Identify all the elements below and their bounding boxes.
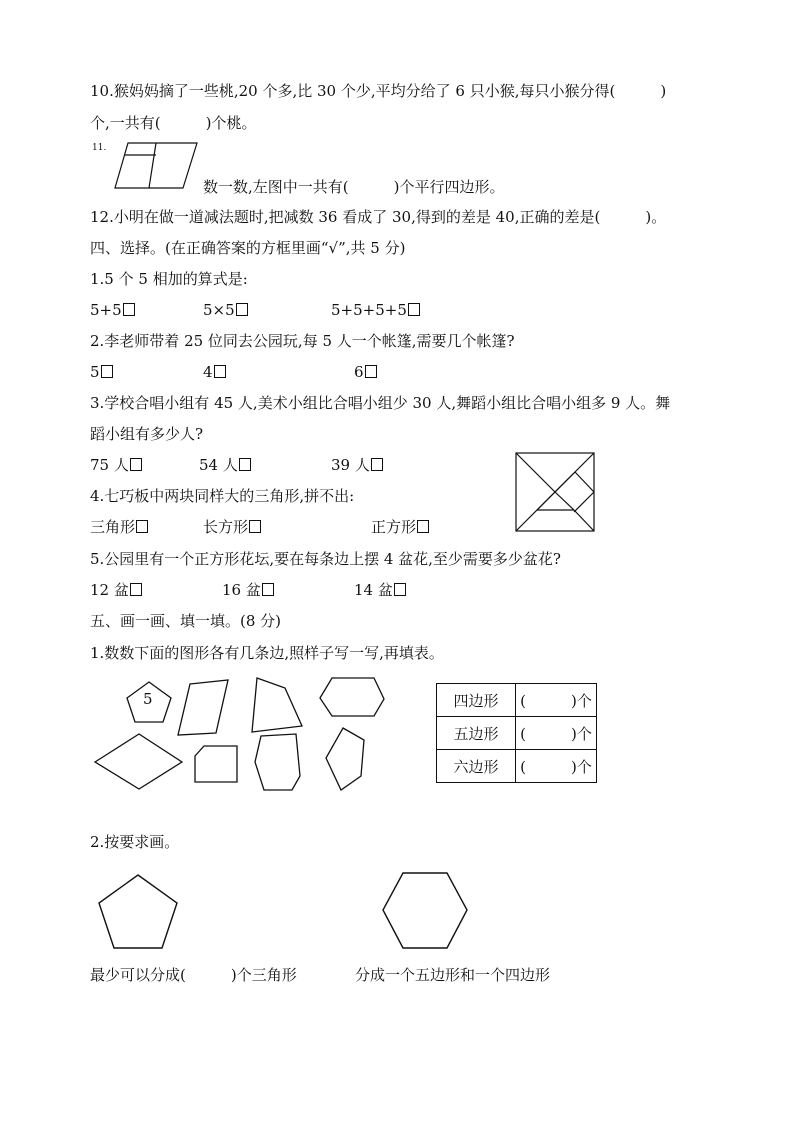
table-cell-name: 四边形 bbox=[437, 684, 516, 717]
checkbox[interactable] bbox=[136, 520, 148, 533]
irregular-pentagon-shape bbox=[326, 728, 364, 790]
parallelogram-shape bbox=[178, 680, 228, 735]
irregular-hexagon-shape bbox=[255, 734, 300, 790]
q10-line2: 个,一共有( )个桃。 bbox=[90, 114, 257, 132]
s4-q4-option-c[interactable]: 正方形 bbox=[371, 517, 429, 537]
s4-q3-option-c[interactable]: 39 人 bbox=[331, 455, 383, 475]
pentagon-shape bbox=[195, 746, 237, 782]
table-cell-name: 六边形 bbox=[437, 750, 516, 783]
checkbox[interactable] bbox=[130, 583, 142, 596]
table-row bbox=[437, 750, 597, 783]
hexagon-shape bbox=[320, 678, 384, 716]
sample-number: 5 bbox=[143, 690, 153, 708]
table-row bbox=[437, 717, 597, 750]
checkbox[interactable] bbox=[371, 458, 383, 471]
s4-q2-option-c[interactable]: 6 bbox=[354, 362, 377, 382]
s4-q1-option-b[interactable]: 5×5 bbox=[203, 300, 248, 320]
s4-q2-option-b[interactable]: 4 bbox=[203, 362, 226, 382]
s4-q3-option-b[interactable]: 54 人 bbox=[199, 455, 251, 475]
hexagon-drawing[interactable] bbox=[381, 871, 469, 951]
tangram-figure bbox=[515, 452, 595, 532]
checkbox[interactable] bbox=[249, 520, 261, 533]
quadrilateral-shape bbox=[252, 678, 302, 732]
caption-left: 最少可以分成( )个三角形 bbox=[90, 966, 297, 984]
section4-title: 四、选择。(在正确答案的方框里画“√”,共 5 分) bbox=[90, 239, 406, 257]
s4-q1-option-c[interactable]: 5+5+5+5 bbox=[331, 300, 420, 320]
s4-q4-option-b[interactable]: 长方形 bbox=[203, 517, 261, 537]
q11-number: 11. bbox=[92, 143, 107, 153]
s5-q1-text: 1.数数下面的图形各有几条边,照样子写一写,再填表。 bbox=[90, 644, 444, 662]
s4-q4-text: 4.七巧板中两块同样大的三角形,拼不出: bbox=[90, 487, 355, 505]
table-cell-blank[interactable]: ( )个 bbox=[516, 750, 597, 783]
checkbox[interactable] bbox=[262, 583, 274, 596]
s4-q2-option-a[interactable]: 5 bbox=[90, 362, 113, 382]
s4-q3-text-line2: 蹈小组有多少人? bbox=[90, 425, 204, 443]
checkbox[interactable] bbox=[408, 303, 420, 316]
s4-q3-text-line1: 3.学校合唱小组有 45 人,美术小组比合唱小组少 30 人,舞蹈小组比合唱小组多 9 人。舞 bbox=[90, 394, 671, 412]
s4-q5-option-a[interactable]: 12 盆 bbox=[90, 580, 142, 600]
s4-q4-option-a[interactable]: 三角形 bbox=[90, 517, 148, 537]
checkbox[interactable] bbox=[214, 365, 226, 378]
table-cell-name: 五边形 bbox=[437, 717, 516, 750]
checkbox[interactable] bbox=[417, 520, 429, 533]
checkbox[interactable] bbox=[365, 365, 377, 378]
checkbox[interactable] bbox=[394, 583, 406, 596]
table-cell-blank[interactable]: ( )个 bbox=[516, 684, 597, 717]
checkbox[interactable] bbox=[123, 303, 135, 316]
table-row bbox=[437, 684, 597, 717]
s4-q1-text: 1.5 个 5 相加的算式是: bbox=[90, 270, 248, 288]
q10-line1: 10.猴妈妈摘了一些桃,20 个多,比 30 个少,平均分给了 6 只小猴,每只小猴分得( ) bbox=[90, 82, 667, 100]
checkbox[interactable] bbox=[236, 303, 248, 316]
q12-text: 12.小明在做一道减法题时,把减数 36 看成了 30,得到的差是 40,正确的差是( )。 bbox=[90, 208, 667, 226]
parallelogram-figure bbox=[114, 142, 198, 190]
s5-q2-text: 2.按要求画。 bbox=[90, 833, 180, 851]
pentagon-drawing[interactable] bbox=[96, 873, 180, 951]
polygons-figure bbox=[94, 672, 394, 796]
s4-q5-option-c[interactable]: 14 盆 bbox=[354, 580, 406, 600]
checkbox[interactable] bbox=[130, 458, 142, 471]
s4-q3-option-a[interactable]: 75 人 bbox=[90, 455, 142, 475]
section5-title: 五、画一画、填一填。(8 分) bbox=[90, 612, 282, 630]
s4-q1-option-a[interactable]: 5+5 bbox=[90, 300, 135, 320]
checkbox[interactable] bbox=[101, 365, 113, 378]
s4-q2-text: 2.李老师带着 25 位同去公园玩,每 5 人一个帐篷,需要几个帐篷? bbox=[90, 332, 515, 350]
checkbox[interactable] bbox=[239, 458, 251, 471]
shape-count-table bbox=[436, 683, 597, 783]
s4-q5-text: 5.公园里有一个正方形花坛,要在每条边上摆 4 盆花,至少需要多少盆花? bbox=[90, 550, 561, 568]
s4-q5-option-b[interactable]: 16 盆 bbox=[222, 580, 274, 600]
table-cell-blank[interactable]: ( )个 bbox=[516, 717, 597, 750]
caption-right: 分成一个五边形和一个四边形 bbox=[355, 966, 551, 984]
rhombus-shape bbox=[95, 734, 182, 789]
q11-text: 数一数,左图中一共有( )个平行四边形。 bbox=[203, 178, 505, 196]
